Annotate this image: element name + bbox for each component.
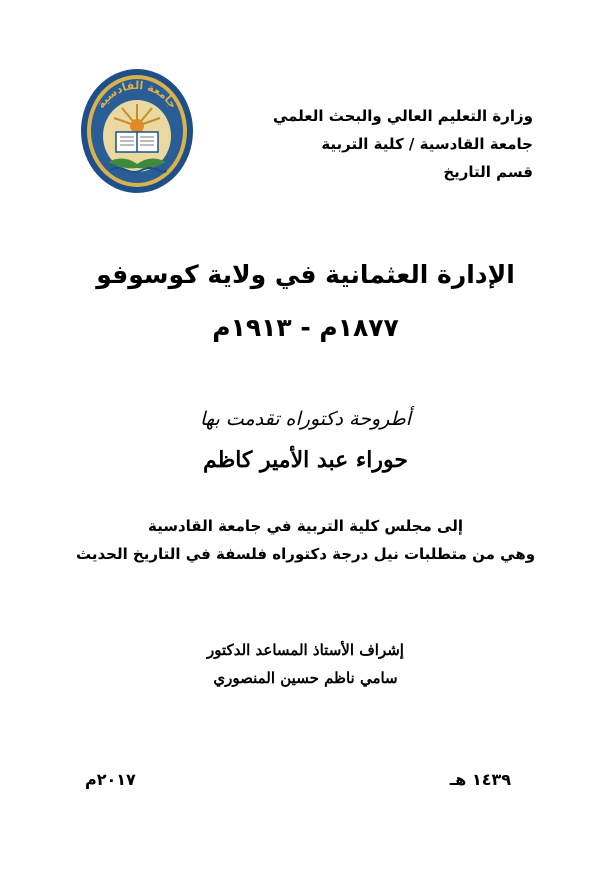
thesis-years: ١٨٧٧م - ١٩١٣م — [212, 313, 399, 342]
ministry-name: وزارة التعليم العالي والبحث العلمي — [272, 107, 533, 125]
submission-line-2: وهي من متطلبات نيل درجة دكتوراه فلسفة في التاريخ الحديث — [75, 545, 536, 563]
department-name: قسم التاريخ — [443, 163, 533, 181]
institution-header — [253, 102, 533, 186]
supervisor-name: سامي ناظم حسين المنصوري — [213, 669, 398, 687]
university-college-name: جامعة القادسية / كلية التربية — [321, 135, 533, 153]
hijri-date: ١٤٣٩ هـ — [449, 770, 511, 789]
supervision-block — [0, 636, 611, 692]
thesis-label: أطروحة دكتوراه تقدمت بها — [199, 408, 412, 430]
gregorian-date: ٢٠١٧م — [85, 770, 136, 789]
thesis-title: الإدارة العثمانية في ولاية كوسوفو — [96, 260, 515, 289]
submission-statement — [0, 512, 611, 568]
university-seal-icon — [78, 66, 196, 196]
supervisor-title: إشراف الأستاذ المساعد الدكتور — [207, 641, 404, 659]
author-name: حوراء عبد الأمير كاظم — [203, 447, 408, 473]
submission-line-1: إلى مجلس كلية التربية في جامعة القادسية — [147, 517, 463, 535]
svg-text:جامعة القادسية: جامعة القادسية — [94, 78, 180, 111]
